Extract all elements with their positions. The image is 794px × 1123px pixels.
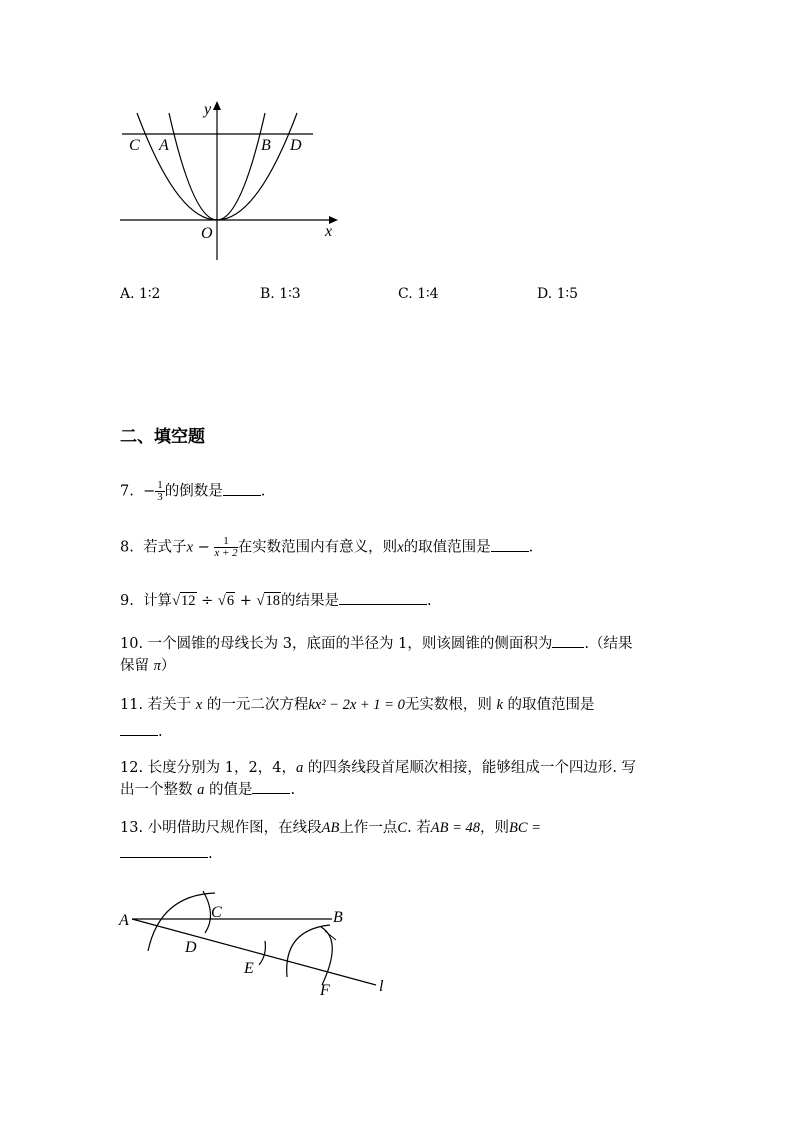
answer-blank[interactable] <box>252 779 290 794</box>
arc-4 <box>287 925 330 977</box>
point-label-a: A <box>159 137 169 154</box>
origin-label: O <box>201 225 213 242</box>
option-c[interactable]: C. 1∶4 <box>398 286 439 302</box>
option-b[interactable]: B. 1∶3 <box>260 286 301 302</box>
label-f: F <box>320 982 330 999</box>
answer-blank[interactable] <box>339 590 427 605</box>
label-d: D <box>185 939 197 956</box>
question-7: 7. − $\frac{1}{3}$ 的倒数是 . <box>120 479 266 503</box>
point-label-c: C <box>129 137 140 154</box>
y-label: y <box>204 101 212 118</box>
ray-l <box>132 919 376 985</box>
answer-blank[interactable] <box>552 633 584 648</box>
section-title: 二、填空题 <box>120 427 205 447</box>
label-b: B <box>333 909 343 926</box>
arc-2 <box>203 891 211 933</box>
construction-figure <box>115 885 405 1010</box>
answer-blank[interactable] <box>491 537 529 552</box>
answer-blank[interactable] <box>120 721 158 736</box>
question-12: 12. 长度分别为 1，2，4，a 的四条线段首尾顺次相接，能够组成一个四边形. 写 出一个整数 a 的值是 . <box>120 760 637 798</box>
label-l: l <box>379 978 384 995</box>
question-13: 13. 小明借助尺规作图，在线段AB上作一点C. 若AB = 48，则BC = . <box>120 820 541 862</box>
question-8: 8. 若式子x − $\frac{1}{x + 2}$ 在实数范围内有意义，则x的取值范围是 . <box>120 535 534 559</box>
label-a: A <box>119 912 129 929</box>
option-d[interactable]: D. 1∶5 <box>537 286 579 302</box>
parabola-figure <box>110 95 350 265</box>
arc-1 <box>148 893 215 951</box>
question-9: 9. 计算√12 ÷ √6 + √18的结果是 . <box>120 590 432 612</box>
label-e: E <box>244 960 254 977</box>
answer-blank[interactable] <box>223 481 261 496</box>
fraction: $\frac{1}{x + 2}$ <box>214 535 238 559</box>
fraction: $\frac{1}{3}$ <box>157 479 163 503</box>
question-11: 11. 若关于 x 的一元二次方程kx² − 2x + 1 = 0无实数根，则 k 的取值范围是 . <box>120 697 595 740</box>
label-c: C <box>211 904 222 921</box>
option-a[interactable]: A. 1∶2 <box>120 286 161 302</box>
point-label-d: D <box>290 137 302 154</box>
point-label-b: B <box>261 137 271 154</box>
answer-blank[interactable] <box>120 843 208 858</box>
x-label: x <box>325 223 333 240</box>
question-10: 10. 一个圆锥的母线长为 3，底面的半径为 1，则该圆锥的侧面积为 .（结果 保留 π） <box>120 633 632 677</box>
